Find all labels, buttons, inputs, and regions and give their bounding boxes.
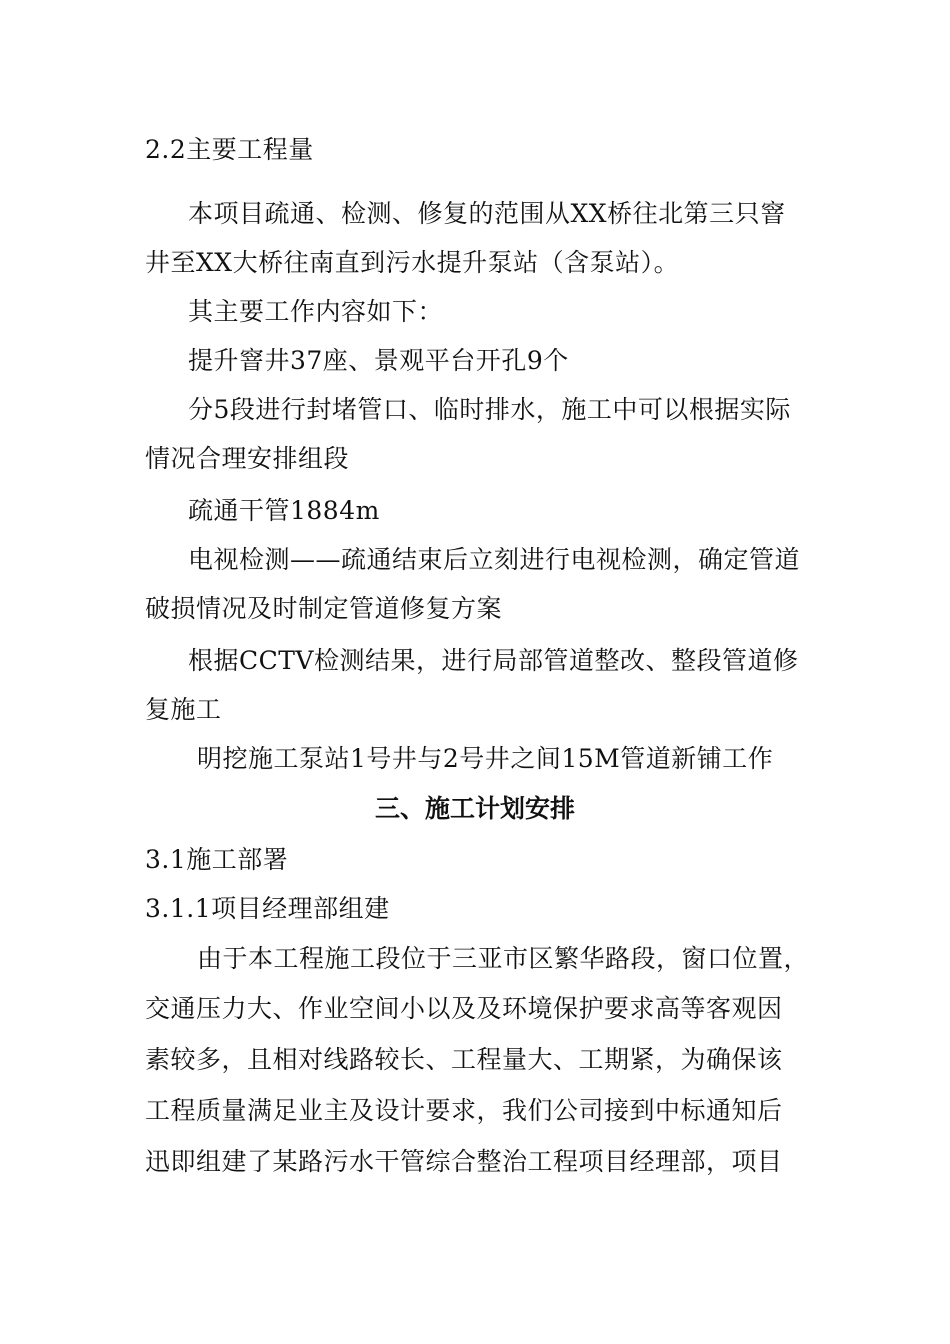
- paragraph-line-2: 交通压力大、作业空间小以及及环境保护要求高等客观因: [145, 994, 783, 1023]
- work-content-intro: 其主要工作内容如下：: [188, 297, 444, 326]
- paragraph-line-5: 迅即组建了某路污水干管综合整治工程项目经理部，项目: [145, 1147, 783, 1176]
- work-item-1: 提升窨井37座、景观平台开孔9个: [188, 346, 569, 375]
- paragraph-line-1: 由于本工程施工段位于三亚市区繁华路段，窗口位置，: [197, 944, 810, 973]
- work-item-3: 疏通干管1884m: [188, 496, 380, 525]
- chapter-3-title: 三、施工计划安排: [374, 794, 575, 823]
- work-item-5-line-2: 复施工: [145, 695, 222, 724]
- work-item-2-line-1: 分5段进行封堵管口、临时排水，施工中可以根据实际: [188, 395, 791, 424]
- section-heading-3-1: 3.1施工部署: [145, 845, 289, 874]
- work-item-4-line-1: 电视检测——疏通结束后立刻进行电视检测，确定管道: [188, 545, 801, 574]
- scope-text-line-1: 本项目疏通、检测、修复的范围从XX桥往北第三只窨: [188, 199, 786, 228]
- paragraph-line-4: 工程质量满足业主及设计要求，我们公司接到中标通知后: [145, 1096, 783, 1125]
- section-heading-3-1-1: 3.1.1项目经理部组建: [145, 894, 390, 923]
- section-heading-2-2: 2.2主要工程量: [145, 135, 314, 164]
- work-item-2-line-2: 情况合理安排组段: [145, 444, 350, 473]
- work-item-6: 明挖施工泵站1号井与2号井之间15M管道新铺工作: [197, 744, 774, 773]
- scope-text-line-2: 井至XX大桥往南直到污水提升泵站（含泵站）。: [145, 248, 680, 277]
- paragraph-line-3: 素较多，且相对线路较长、工程量大、工期紧，为确保该: [145, 1045, 783, 1074]
- work-item-5-line-1: 根据CCTV检测结果，进行局部管道整改、整段管道修: [188, 646, 799, 675]
- work-item-4-line-2: 破损情况及时制定管道修复方案: [145, 594, 503, 623]
